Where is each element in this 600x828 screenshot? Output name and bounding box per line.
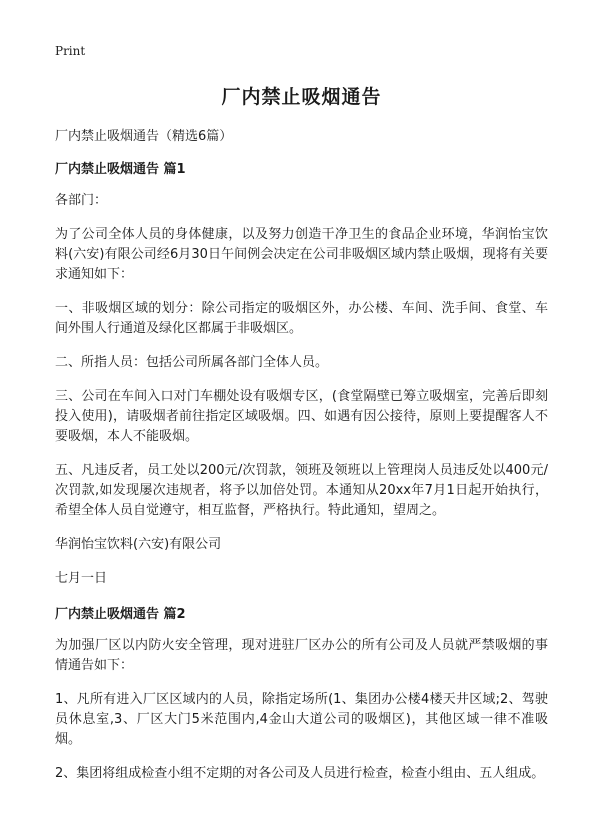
paragraph: 一、非吸烟区域的划分：除公司指定的吸烟区外，办公楼、车间、洗手间、食堂、车间外围人行通道及绿化区都属于非吸烟区。: [55, 301, 548, 336]
paragraph: 1、凡所有进入厂区区域内的人员，除指定场所(1、集团办公楼4楼天井区域;2、驾驶员休息室,3、厂区大门5米范围内,4金山大道公司的吸烟区)，其他区域一律不准吸烟。: [55, 692, 548, 747]
print-label: Print: [55, 44, 86, 58]
paragraph: 三、公司在车间入口对门车棚处设有吸烟专区，(食堂隔壁已筹立吸烟室，完善后即刻投入使用)，请吸烟者前往指定区域吸烟。四、如遇有因公接待，原则上要提醒客人不要吸烟，本人不能吸烟。: [55, 389, 548, 444]
document-subtitle: 厂内禁止吸烟通告（精选6篇）: [55, 129, 233, 144]
paragraph: 二、所指人员：包括公司所属各部门全体人员。: [55, 355, 329, 370]
section-2-heading: 厂内禁止吸烟通告 篇2: [55, 607, 186, 622]
paragraph: 为了公司全体人员的身体健康，以及努力创造干净卫生的食品企业环境，华润怡宝饮料(六安)有限公司经6月30日午间例会决定在公司非吸烟区域内禁止吸烟，现将有关要求通知如下：: [55, 227, 548, 282]
notice-date: 七月一日: [55, 571, 108, 586]
document-title: 厂内禁止吸烟通告: [221, 86, 382, 108]
section-1-heading: 厂内禁止吸烟通告 篇1: [55, 162, 186, 177]
paragraph: 为加强厂区以内防火安全管理，现对进驻厂区办公的所有公司及人员就严禁吸烟的事情通告如下：: [55, 638, 548, 673]
company-signature: 华润怡宝饮料(六安)有限公司: [55, 537, 222, 552]
paragraph: 各部门：: [55, 193, 108, 208]
paragraph: 五、凡违反者，员工处以200元/次罚款，领班及领班以上管理岗人员违反处以400元/次罚款,如发现屡次违规者，将予以加倍处罚。本通知从20xx年7月1日起开始执行，希望全体人员自觉遵守，相互监督，严格执行。特此通知，望周之。: [55, 463, 548, 518]
paragraph: 2、集团将组成检查小组不定期的对各公司及人员进行检查，检查小组由、五人组成。: [55, 766, 545, 781]
